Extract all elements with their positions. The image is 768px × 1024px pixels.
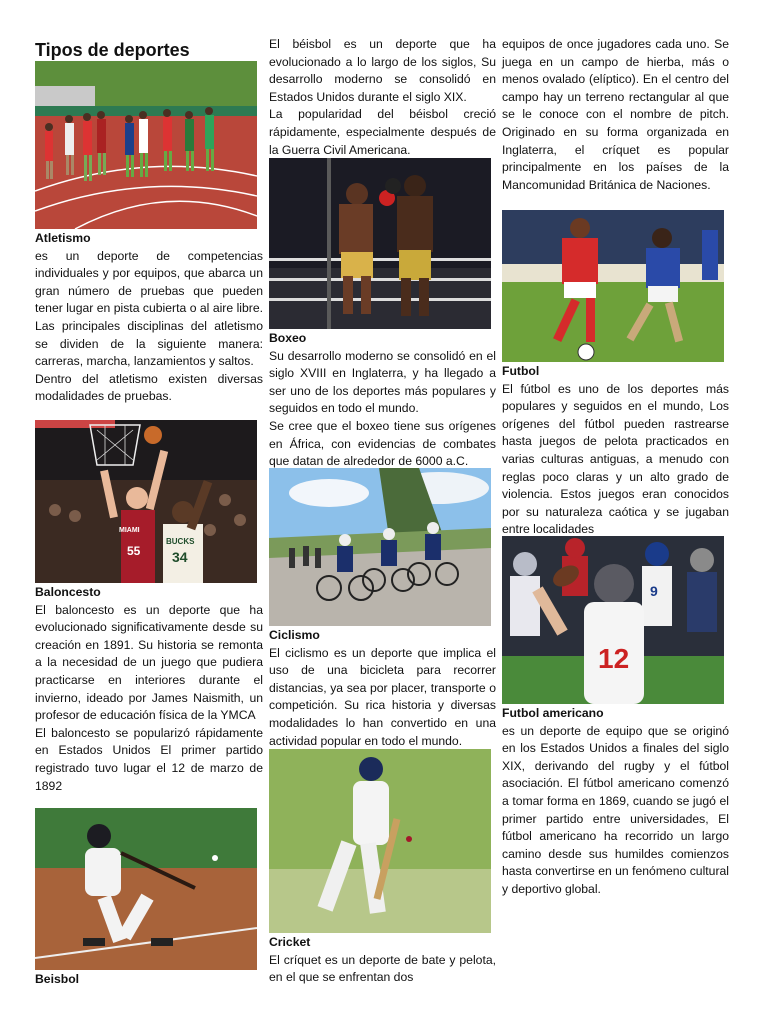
cycling-text-1: El ciclismo es un deporte que implica el uso de una bicicleta para recorrer distancias, ya sea por placer, transporte o competición. Su rica historia y diversas modalidades lo han convertido en una actividad popular en todo el mundo. xyxy=(269,645,496,748)
athletics-caption: Atletismo xyxy=(35,231,91,245)
cycling-photo xyxy=(269,468,491,626)
cricket-caption: Cricket xyxy=(269,935,311,949)
cricket-section xyxy=(269,934,496,987)
cricket-photo xyxy=(269,749,491,933)
boxing-caption: Boxeo xyxy=(269,331,307,345)
football-text-1: El fútbol es uno de los deportes más populares y seguidos en el mundo, Los orígenes del fútbol pueden rastrearse hasta juegos de pelota practicados en varias culturas antiguas, a menudo con reglas poco claras y un alto grado de violencia. Estos juegos eran conocidos por su naturaleza caótica y se jugaban entre localidades xyxy=(502,381,729,537)
jersey-number-34: 34 xyxy=(172,549,188,565)
baseball-caption: Beisbol xyxy=(35,972,80,986)
cricket-continued xyxy=(502,36,729,194)
jersey-team-bucks: BUCKS xyxy=(166,537,195,546)
athletics-photo xyxy=(35,61,257,229)
american-football-text-1: es un deporte de equipo que se originó en los Estados Unidos a finales del siglo XIX, derivando del rugby y el fútbol asociación. El fútbol americano comenzó a tomar forma en 1869, cuando se jugó el primer partido entre universidades, El fútbol americano ha recorrido un largo camino desde sus humildes comienzos hasta convertirse en un fenómeno cultural y deportivo global. xyxy=(502,723,729,896)
football-section xyxy=(502,363,729,539)
basketball-text-1: El baloncesto es un deporte que ha evolucionado significativamente desde su creación en 1891. Su historia se remonta a la necesidad de un juego que pudiera practicarse en interiores durante el invierno, ideado por James Naismith, un profesor de educación física de la YMCA xyxy=(35,602,263,723)
football-caption: Futbol xyxy=(502,364,540,378)
boxing-photo xyxy=(269,158,491,329)
jersey-number-55: 55 xyxy=(127,544,141,558)
jersey-team-miami: MIAMI xyxy=(119,527,140,534)
baseball-photo xyxy=(35,808,257,970)
basketball-photo xyxy=(35,420,257,583)
cycling-section xyxy=(269,627,496,750)
american-football-section xyxy=(502,705,729,899)
boxing-text-1: Su desarrollo moderno se consolidó en el siglo XVIII en Inglaterra, y ha llegado a ser uno de los deportes más populares y seguidos en todo el mundo. xyxy=(269,348,496,416)
cycling-caption: Ciclismo xyxy=(269,628,320,642)
american-football-photo xyxy=(502,536,724,704)
page-title: Tipos de deportes xyxy=(35,40,190,60)
baseball-caption-block xyxy=(35,971,263,989)
american-football-caption: Futbol americano xyxy=(502,706,604,720)
cricket-text-continued: equipos de once jugadores cada uno. Se juega en un campo de hierba, más o menos ovalado (elíptico). En el centro del campo hay un terreno rectangular al que se le conoce con el nombre de pitch. Originado en su forma organizada en Inglaterra, el críquet es popular principalmente en los países de la Mancomunidad Británica de Naciones. xyxy=(502,37,729,192)
basketball-text-2: El baloncesto se popularizó rápidamente en Estados Unidos El primer partido registrado tuvo lugar el 12 de marzo de 1892 xyxy=(35,725,263,793)
baseball-text-2: La popularidad del béisbol creció rápidamente, especialmente después de la Guerra Civil Americana. xyxy=(269,107,496,157)
jersey-number-9: 9 xyxy=(650,583,658,599)
column-1 xyxy=(35,38,263,62)
basketball-section xyxy=(35,584,263,795)
basketball-caption: Baloncesto xyxy=(35,585,101,599)
cricket-text-1: El críquet es un deporte de bate y pelota, en el que se enfrentan dos xyxy=(269,952,496,985)
athletics-section xyxy=(35,230,263,406)
athletics-text-1: es un deporte de competencias individuales y por equipos, que abarca un gran número de pruebas que pueden tener lugar en pista cubierta o al aire libre. Las principales disciplinas del atletismo se dividen de la siguiente manera: carreras, marcha, lanzamientos y saltos. xyxy=(35,248,263,369)
boxing-section xyxy=(269,330,496,471)
athletics-text-2: Dentro del atletismo existen diversas modalidades de pruebas. xyxy=(35,371,263,404)
boxing-text-2: Se cree que el boxeo tiene sus orígenes en África, con evidencias de combates que datan de alrededor de 6000 a.C. xyxy=(269,418,496,469)
baseball-text-1: El béisbol es un deporte que ha evolucionado a lo largo de los siglos, Su desarrollo moderno se consolidó en Estados Unidos durante el siglo XIX. xyxy=(269,37,496,104)
baseball-section xyxy=(269,36,496,159)
jersey-number-12: 12 xyxy=(598,643,630,674)
football-photo xyxy=(502,210,724,362)
